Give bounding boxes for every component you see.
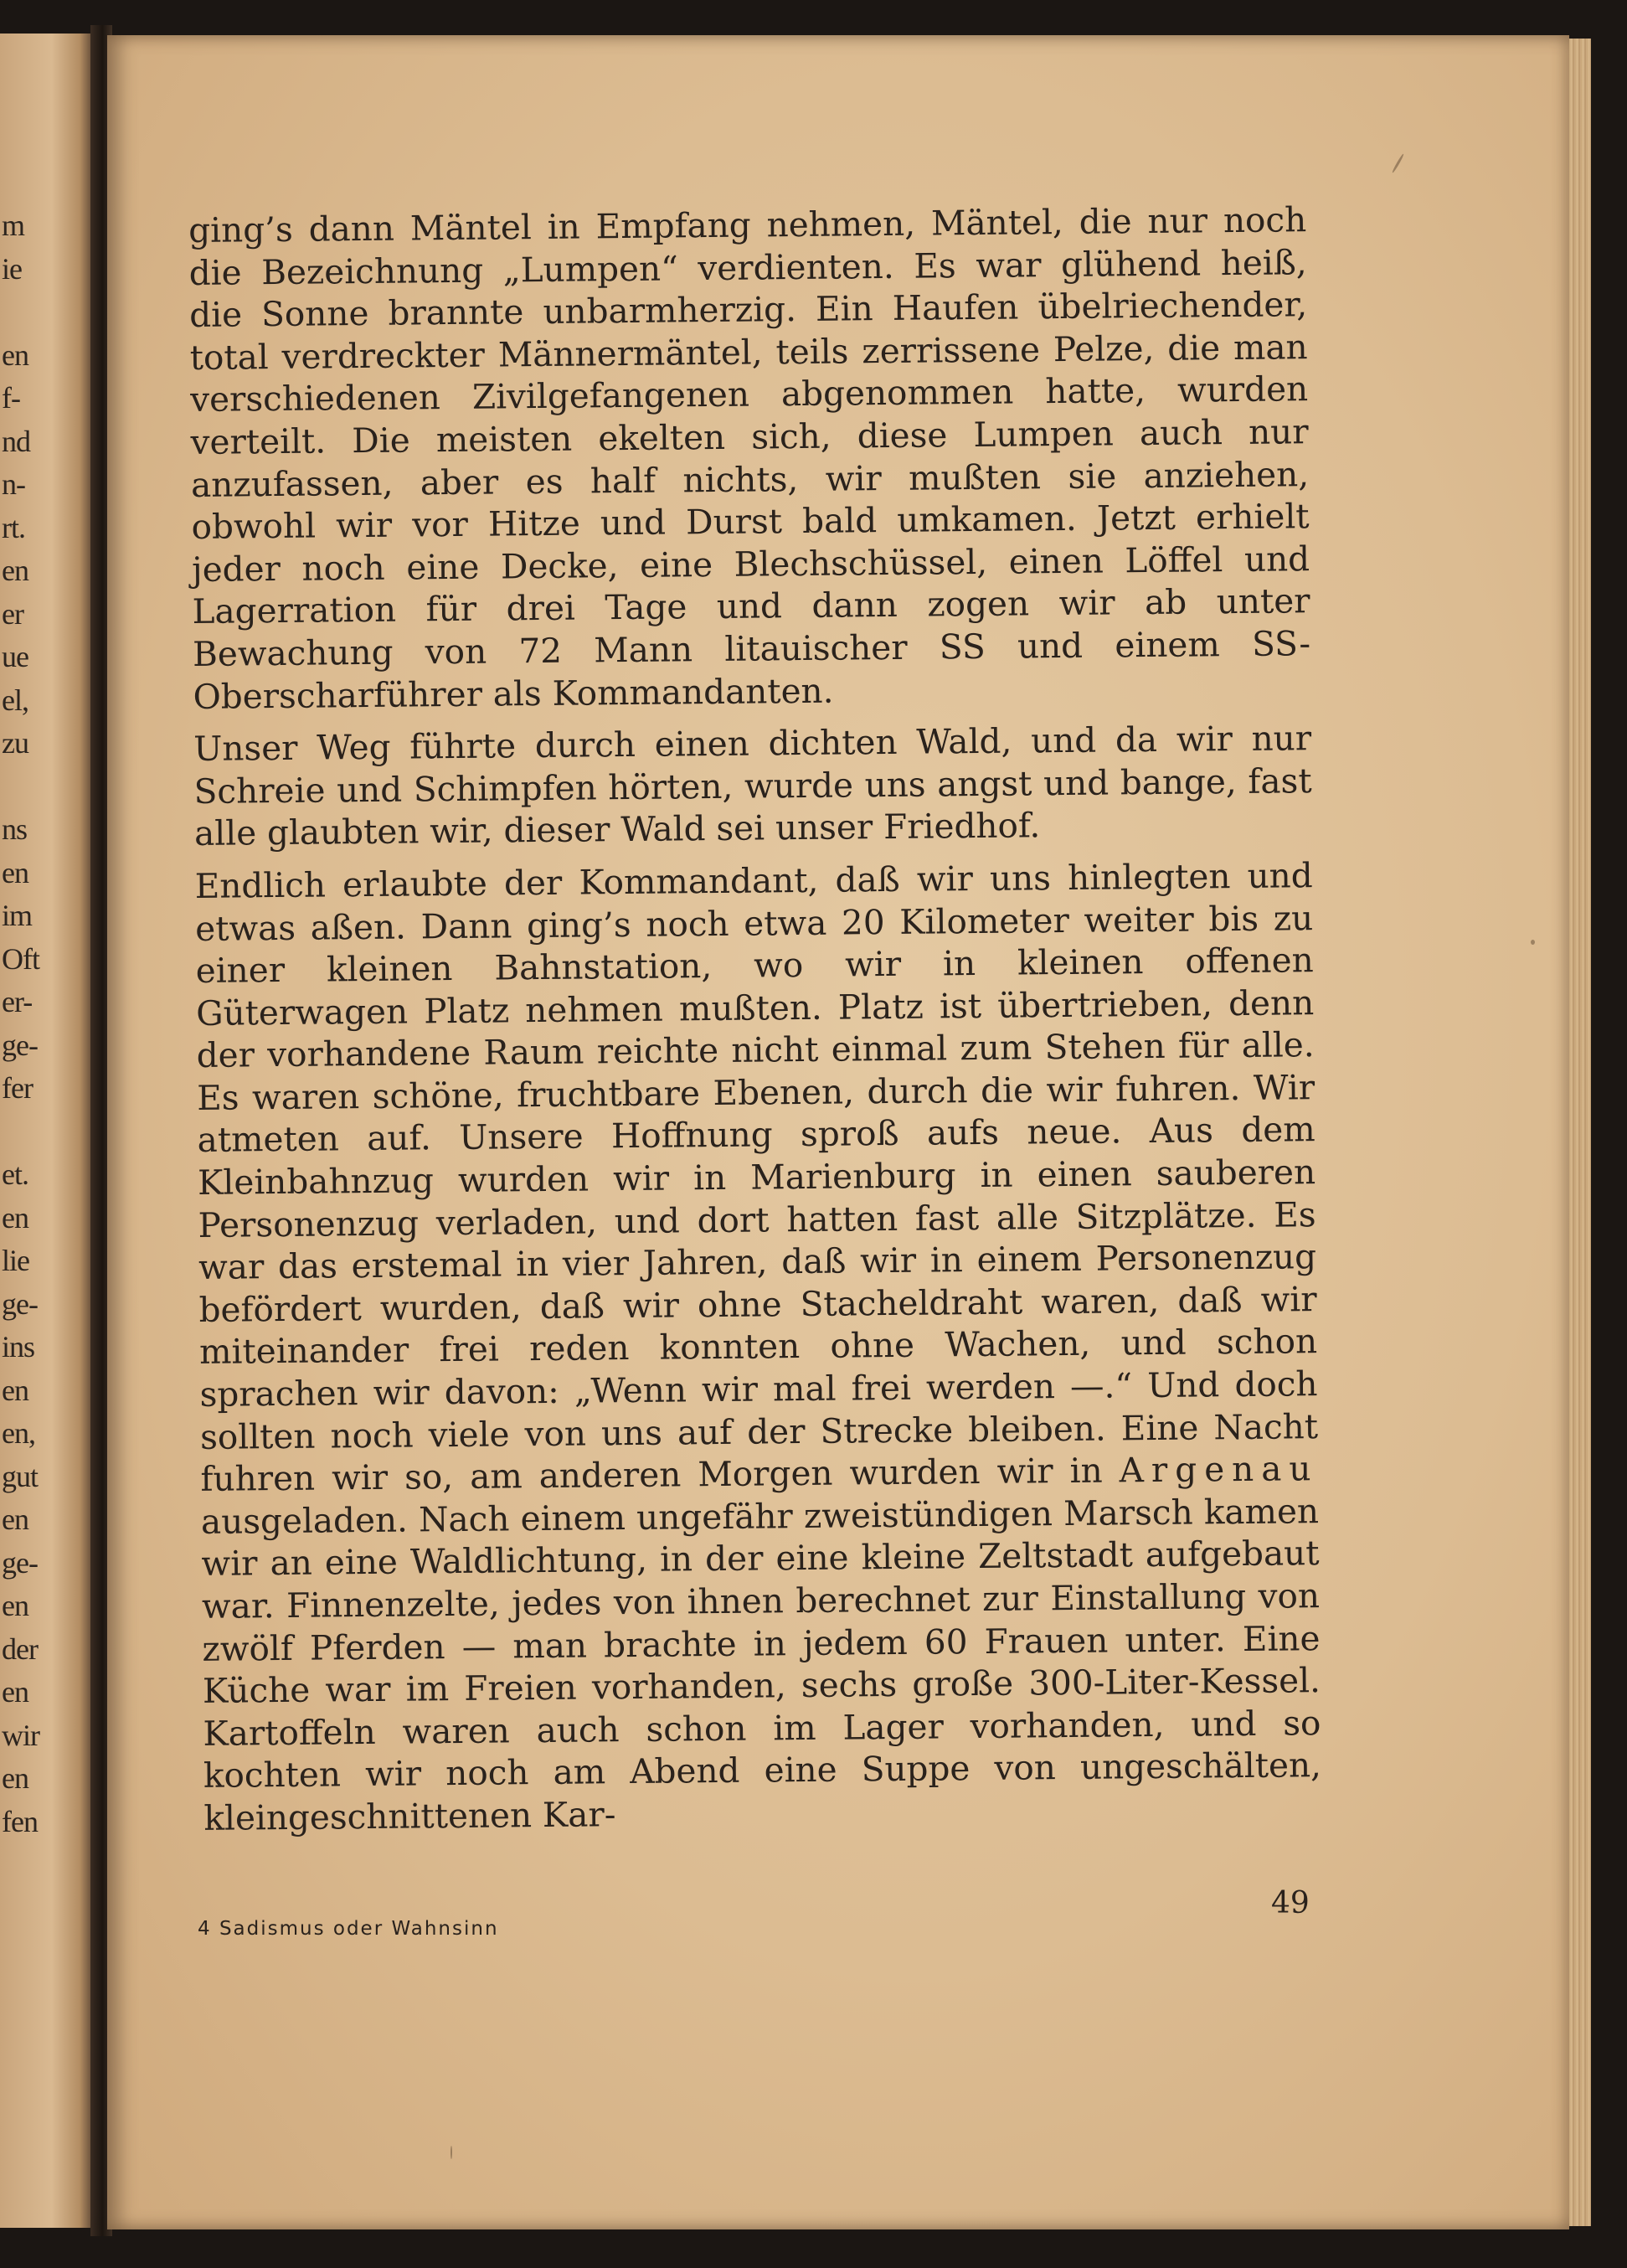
left-page-line-fragment: el,	[2, 683, 28, 717]
left-page-line-fragment: nd	[2, 424, 30, 458]
left-page-line-fragment: gut	[2, 1459, 39, 1493]
left-page-line-fragment: fer	[2, 1071, 33, 1105]
left-page-line-fragment: f-	[2, 381, 20, 415]
left-page-line-fragment: rt.	[2, 510, 25, 544]
left-page-line-fragment: ge-	[2, 1286, 38, 1321]
place-name: Argenau	[1119, 1448, 1319, 1491]
left-page-line-fragment: en	[2, 1589, 28, 1622]
left-page-line-fragment: ge-	[2, 1545, 38, 1580]
left-page-line-fragment: ins	[2, 1330, 35, 1363]
left-page-line-fragment: n-	[2, 467, 25, 501]
left-page-line-fragment: er	[2, 596, 23, 631]
left-page-line-fragment: lie	[2, 1244, 29, 1277]
left-page-line-fragment: et.	[2, 1157, 28, 1191]
left-page-line-fragment: en,	[2, 1416, 35, 1450]
left-page-line-fragment: zu	[2, 726, 28, 760]
body-text	[188, 198, 1322, 1849]
left-page-line-fragment: en	[2, 1200, 28, 1235]
left-page-line-fragment: der	[2, 1631, 38, 1666]
left-page-line-fragment: ge-	[2, 1028, 38, 1062]
printer-signature: 4 Sadismus oder Wahnsinn	[198, 1918, 499, 1940]
left-page-line-fragment: en	[2, 1761, 28, 1795]
paper-speck	[1392, 153, 1405, 173]
paper-speck	[1531, 940, 1535, 945]
left-page-line-fragment: en	[2, 1373, 28, 1407]
left-page-line-fragment: im	[2, 899, 33, 932]
left-page-line-fragment: ns	[2, 812, 28, 846]
left-page-line-fragment: en	[2, 1503, 28, 1536]
left-page-line-fragment: Oft	[2, 941, 39, 976]
left-page-line-fragment: en	[2, 338, 28, 372]
paragraph-text: Endlich erlaubte der Kommandant, daß wir uns hinlegten und etwas aßen. Dann ging’s noch etwa 20 Kilometer weiter bis zu einer kleinen Bahnstation, wo wir in kleinen offenen Güterwagen Platz nehmen mußten. Platz ist übertrieben, denn der vorhandene Raum reichte nicht einmal zum Stehen für alle. Es waren schöne, fruchtbare Ebenen, durch die wir fuhren. Wir atmeten auf. Unsere Hoffnung sproß aufs neue. Aus dem Kleinbahnzug wurden wir in Marienburg in einen sauberen Personenzug verladen, und dort hatten fast alle Sitzplätze. Es war das erstemal in vier Jahren, daß wir in einem Personenzug befördert wurden, daß wir ohne Stacheldraht waren, daß wir miteinander frei reden konnten ohne Wachen, und schon sprachen wir davon: „Wenn wir mal frei werden —.“ Und doch sollten noch viele von uns auf der Strecke bleiben. Eine Nacht fuhren wir so, am anderen Morgen wurden wir in	[194, 855, 1319, 1500]
paragraph: Unser Weg führte durch einen dichten Wald, und da wir nur Schreie und Schimpfen hörten, wurde uns angst und bange, fast alle glaubten wir, dieser Wald sei unser Friedhof.	[193, 718, 1312, 854]
paragraph	[195, 854, 1322, 1839]
previous-page-edge	[0, 34, 94, 2228]
left-page-line-fragment: er-	[2, 985, 33, 1018]
paragraph-text: ausgeladen. Nach einem ungefähr zweistündigen Marsch kamen wir an eine Waldlichtung, in der eine kleine Zeltstadt aufgebaut war. Finnenzelte, jedes von ihnen berechnet zur Einstallung von zwölf Pferden — man brachte in jedem 60 Frauen unter. Eine Küche war im Freien vorhanden, sechs große 300-Liter-Kessel. Kartoffeln waren auch schon im Lager vorhanden, und so kochten wir noch am Abend eine Suppe von ungeschälten, kleingeschnittenen Kar-	[200, 1490, 1322, 1838]
left-page-line-fragment: m	[2, 209, 25, 242]
page-edges	[1569, 39, 1591, 2226]
left-page-line-fragment: en	[2, 1675, 28, 1709]
paper-speck	[451, 2146, 452, 2159]
left-page-line-fragment: wir	[2, 1718, 39, 1752]
left-page-line-fragment: en	[2, 855, 28, 889]
paragraph: ging’s dann Mäntel in Empfang nehmen, Mäntel, die nur noch die Bezeichnung „Lumpen“ verdienten. Es war glühend heiß, die Sonne brannte unbarmherzig. Ein Haufen übelriechender, total verdreckter Männermäntel, teils zerrissene Pelze, die man verschiedenen Zivilgefangenen abgenommen hatte, wurden verteilt. Die meisten ekelten sich, diese Lumpen auch nur anzufassen, aber es half nichts, wir mußten sie anziehen, obwohl wir vor Hitze und Durst bald umkamen. Jetzt erhielt jeder noch eine Decke, eine Blechschüssel, einen Löffel und Lagerration für drei Tage und dann zogen wir ab unter Bewachung von 72 Mann litauischer SS und einem SS-Oberscharführer als Kommandanten.	[188, 199, 1311, 717]
left-page-line-fragment: en	[2, 554, 28, 587]
page-number: 49	[1271, 1886, 1310, 1920]
left-page-line-fragment: ie	[2, 251, 22, 286]
left-page-line-fragment: fen	[2, 1804, 38, 1838]
left-page-line-fragment: ue	[2, 640, 28, 673]
